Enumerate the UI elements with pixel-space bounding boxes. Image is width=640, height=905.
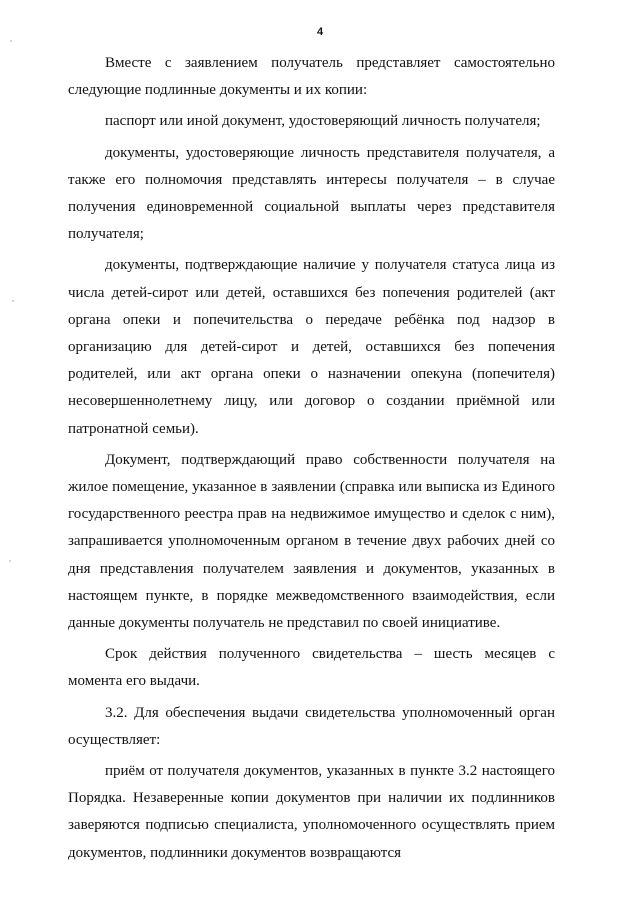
paragraph-document-reception: приём от получателя документов, указанных в пункте 3.2 настоящего Порядка. Незаверенные копии документов при наличии их подлинников заверяются подписью специалиста, уполномоченного осуществлять прием документов, подлинники документов возвращаются: [68, 763, 555, 861]
paragraph-representative-docs: документы, удостоверяющие личность представителя получателя, а также его полномочия представлять интересы получателя – в случае получения единовременной социальной выплаты через представителя получателя;: [68, 144, 555, 243]
scan-artifact: [9, 560, 11, 562]
paragraph-passport: паспорт или иной документ, удостоверяющий личность получателя;: [105, 113, 541, 130]
page-number: 4: [316, 26, 324, 38]
paragraph-orphan-status-docs: документы, подтверждающие наличие у получателя статуса лица из числа детей-сирот или детей, оставшихся без попечения родителей (акт органа опеки и попечительства о передаче ребёнка под надзор в организацию для детей-сирот и детей, оставшихся без попечения родителей, или акт органа опеки о назначении опекуна (попечителя) несовершеннолетнему лицу, или договор о создании приёмной или патронатной семьи).: [68, 257, 555, 437]
paragraph-certificate-validity: Срок действия полученного свидетельства – шесть месяцев с момента его выдачи.: [68, 646, 555, 690]
paragraph-ownership-document: Документ, подтверждающий право собственности получателя на жилое помещение, указанное в заявлении (справка или выписка из Единого государственного реестра прав на недвижимое имущество и сделок с ним), запрашивается уполномоченным органом в течение двух рабочих дней со дня представления получателем заявления и документов, указанных в настоящем пункте, в порядке межведомственного взаимодействия, если данные документы получатель не представил по своей инициативе.: [68, 451, 555, 632]
scan-artifact: [10, 40, 12, 42]
document-body: [68, 50, 555, 871]
paragraph-intro: Вместе с заявлением получатель представляет самостоятельно следующие подлинные документы и их копии:: [68, 55, 555, 99]
paragraph-section-3-2: 3.2. Для обеспечения выдачи свидетельства уполномоченный орган осуществляет:: [68, 704, 555, 748]
scan-artifact: [12, 300, 14, 302]
